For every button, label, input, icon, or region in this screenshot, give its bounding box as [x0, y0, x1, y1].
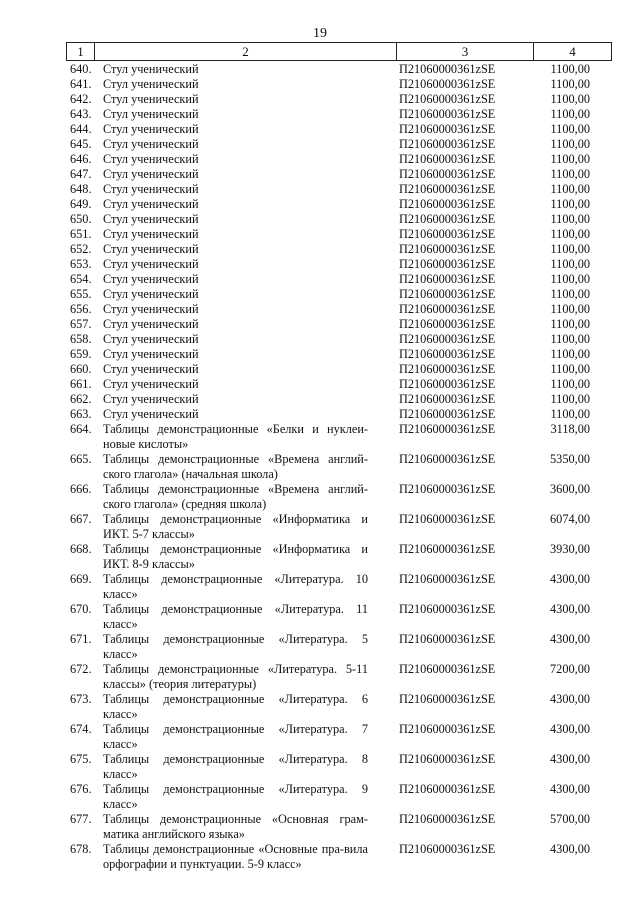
- table-row: [0, 227, 640, 242]
- row-number: 644.: [70, 122, 92, 136]
- table-row: [0, 782, 640, 812]
- table-row: [0, 167, 640, 182]
- item-code: П21060000361zSE: [399, 257, 496, 271]
- item-code: П21060000361zSE: [399, 197, 496, 211]
- row-number: 674.: [70, 722, 92, 736]
- row-number: 643.: [70, 107, 92, 121]
- item-name: Стул ученический: [103, 77, 199, 91]
- item-code: П21060000361zSE: [399, 137, 496, 151]
- table-row: [0, 632, 640, 662]
- item-price: 4300,00: [550, 572, 590, 586]
- item-name: Таблицы демонстрационные «Времена англий-ского глагола» (начальная школа): [103, 452, 368, 481]
- table-row: [0, 197, 640, 212]
- row-number: 658.: [70, 332, 92, 346]
- table-row: [0, 152, 640, 167]
- item-price: 1100,00: [550, 137, 590, 151]
- table-row: [0, 692, 640, 722]
- item-price: 1100,00: [550, 62, 590, 76]
- item-name: Таблицы демонстрационные «Информатика и ИКТ. 8-9 классы»: [103, 542, 368, 571]
- item-price: 1100,00: [550, 332, 590, 346]
- item-name: Таблицы демонстрационные «Литература. 9 класс»: [103, 782, 368, 811]
- item-code: П21060000361zSE: [399, 182, 496, 196]
- table-row: [0, 602, 640, 632]
- table-header: [66, 42, 612, 61]
- item-name: Стул ученический: [103, 347, 199, 361]
- row-number: 673.: [70, 692, 92, 706]
- row-number: 670.: [70, 602, 92, 616]
- row-number: 650.: [70, 212, 92, 226]
- item-code: П21060000361zSE: [399, 317, 496, 331]
- table-row: [0, 812, 640, 842]
- row-number: 652.: [70, 242, 92, 256]
- item-code: П21060000361zSE: [399, 347, 496, 361]
- item-price: 1100,00: [550, 167, 590, 181]
- item-code: П21060000361zSE: [399, 632, 496, 646]
- item-name: Таблицы демонстрационные «Информатика и ИКТ. 5-7 классы»: [103, 512, 368, 541]
- item-price: 1100,00: [550, 287, 590, 301]
- header-col-4: 4: [533, 43, 611, 60]
- item-name: Стул ученический: [103, 197, 199, 211]
- item-price: 5700,00: [550, 812, 590, 826]
- item-code: П21060000361zSE: [399, 452, 496, 466]
- row-number: 676.: [70, 782, 92, 796]
- row-number: 642.: [70, 92, 92, 106]
- item-name: Стул ученический: [103, 167, 199, 181]
- row-number: 669.: [70, 572, 92, 586]
- row-number: 654.: [70, 272, 92, 286]
- row-number: 672.: [70, 662, 92, 676]
- row-number: 663.: [70, 407, 92, 421]
- item-name: Таблицы демонстрационные «Основные пра-вила орфографии и пунктуации. 5-9 класс»: [103, 842, 368, 871]
- table-row: [0, 242, 640, 257]
- item-code: П21060000361zSE: [399, 332, 496, 346]
- table-row: [0, 452, 640, 482]
- item-code: П21060000361zSE: [399, 512, 496, 526]
- item-code: П21060000361zSE: [399, 572, 496, 586]
- item-name: Таблицы демонстрационные «Литература. 8 класс»: [103, 752, 368, 781]
- item-price: 4300,00: [550, 782, 590, 796]
- row-number: 645.: [70, 137, 92, 151]
- item-code: П21060000361zSE: [399, 377, 496, 391]
- item-name: Стул ученический: [103, 272, 199, 286]
- row-number: 675.: [70, 752, 92, 766]
- item-code: П21060000361zSE: [399, 302, 496, 316]
- row-number: 662.: [70, 392, 92, 406]
- item-code: П21060000361zSE: [399, 212, 496, 226]
- table-row: [0, 107, 640, 122]
- item-name: Стул ученический: [103, 92, 199, 106]
- table-row: [0, 842, 640, 872]
- table-row: [0, 122, 640, 137]
- item-price: 1100,00: [550, 212, 590, 226]
- item-price: 1100,00: [550, 302, 590, 316]
- item-name: Таблицы демонстрационные «Литература. 6 класс»: [103, 692, 368, 721]
- page-number: 19: [313, 26, 327, 41]
- item-name: Таблицы демонстрационные «Белки и нуклеи-новые кислоты»: [103, 422, 368, 451]
- item-price: 1100,00: [550, 227, 590, 241]
- table-row: [0, 272, 640, 287]
- item-name: Стул ученический: [103, 242, 199, 256]
- item-code: П21060000361zSE: [399, 692, 496, 706]
- row-number: 664.: [70, 422, 92, 436]
- table-row: [0, 137, 640, 152]
- item-name: Таблицы демонстрационные «Литература. 11 класс»: [103, 602, 368, 631]
- item-code: П21060000361zSE: [399, 152, 496, 166]
- row-number: 656.: [70, 302, 92, 316]
- table-row: [0, 362, 640, 377]
- row-number: 653.: [70, 257, 92, 271]
- table-row: [0, 62, 640, 77]
- item-code: П21060000361zSE: [399, 392, 496, 406]
- item-price: 1100,00: [550, 377, 590, 391]
- item-name: Стул ученический: [103, 392, 199, 406]
- item-price: 4300,00: [550, 722, 590, 736]
- item-code: П21060000361zSE: [399, 752, 496, 766]
- row-number: 678.: [70, 842, 92, 856]
- item-name: Стул ученический: [103, 332, 199, 346]
- row-number: 648.: [70, 182, 92, 196]
- header-col-1: 1: [77, 44, 84, 59]
- table-row: [0, 302, 640, 317]
- item-code: П21060000361zSE: [399, 242, 496, 256]
- item-price: 1100,00: [550, 77, 590, 91]
- table-row: [0, 182, 640, 197]
- item-price: 4300,00: [550, 602, 590, 616]
- item-price: 1100,00: [550, 107, 590, 121]
- row-number: 667.: [70, 512, 92, 526]
- item-code: П21060000361zSE: [399, 602, 496, 616]
- table-row: [0, 317, 640, 332]
- item-price: 1100,00: [550, 242, 590, 256]
- item-price: 4300,00: [550, 632, 590, 646]
- item-price: 3930,00: [550, 542, 590, 556]
- table-row: [0, 257, 640, 272]
- row-number: 660.: [70, 362, 92, 376]
- row-number: 646.: [70, 152, 92, 166]
- row-number: 671.: [70, 632, 92, 646]
- table-row: [0, 542, 640, 572]
- item-price: 7200,00: [550, 662, 590, 676]
- item-price: 6074,00: [550, 512, 590, 526]
- table-row: [0, 77, 640, 92]
- item-name: Стул ученический: [103, 212, 199, 226]
- item-price: 1100,00: [550, 257, 590, 271]
- item-price: 5350,00: [550, 452, 590, 466]
- item-name: Таблицы демонстрационные «Времена англий-ского глагола» (средняя школа): [103, 482, 368, 511]
- item-name: Стул ученический: [103, 182, 199, 196]
- item-price: 1100,00: [550, 152, 590, 166]
- item-code: П21060000361zSE: [399, 422, 496, 436]
- item-code: П21060000361zSE: [399, 122, 496, 136]
- item-name: Стул ученический: [103, 287, 199, 301]
- item-price: 1100,00: [550, 122, 590, 136]
- table-row: [0, 287, 640, 302]
- table-row: [0, 482, 640, 512]
- item-name: Стул ученический: [103, 302, 199, 316]
- table-row: [0, 92, 640, 107]
- item-price: 4300,00: [550, 692, 590, 706]
- table-row: [0, 407, 640, 422]
- item-name: Таблицы демонстрационные «Литература. 10 класс»: [103, 572, 368, 601]
- item-code: П21060000361zSE: [399, 662, 496, 676]
- row-number: 661.: [70, 377, 92, 391]
- row-number: 651.: [70, 227, 92, 241]
- table-row: [0, 572, 640, 602]
- header-col-2: 2: [94, 43, 396, 60]
- table-row: [0, 422, 640, 452]
- item-price: 1100,00: [550, 197, 590, 211]
- item-code: П21060000361zSE: [399, 722, 496, 736]
- item-name: Стул ученический: [103, 257, 199, 271]
- item-code: П21060000361zSE: [399, 482, 496, 496]
- item-code: П21060000361zSE: [399, 62, 496, 76]
- item-price: 3118,00: [550, 422, 590, 436]
- item-code: П21060000361zSE: [399, 842, 496, 856]
- item-price: 1100,00: [550, 407, 590, 421]
- row-number: 649.: [70, 197, 92, 211]
- item-code: П21060000361zSE: [399, 227, 496, 241]
- item-price: 1100,00: [550, 317, 590, 331]
- item-name: Стул ученический: [103, 317, 199, 331]
- item-name: Стул ученический: [103, 362, 199, 376]
- row-number: 647.: [70, 167, 92, 181]
- item-name: Стул ученический: [103, 377, 199, 391]
- row-number: 641.: [70, 77, 92, 91]
- item-code: П21060000361zSE: [399, 407, 496, 421]
- item-price: 1100,00: [550, 362, 590, 376]
- row-number: 655.: [70, 287, 92, 301]
- item-price: 1100,00: [550, 347, 590, 361]
- item-price: 1100,00: [550, 92, 590, 106]
- table-row: [0, 722, 640, 752]
- item-code: П21060000361zSE: [399, 362, 496, 376]
- item-name: Стул ученический: [103, 62, 199, 76]
- item-code: П21060000361zSE: [399, 77, 496, 91]
- header-col-3: 3: [396, 43, 533, 60]
- item-name: Стул ученический: [103, 227, 199, 241]
- row-number: 657.: [70, 317, 92, 331]
- table-row: [0, 512, 640, 542]
- row-number: 640.: [70, 62, 92, 76]
- item-code: П21060000361zSE: [399, 812, 496, 826]
- item-name: Стул ученический: [103, 107, 199, 121]
- row-number: 665.: [70, 452, 92, 466]
- item-name: Стул ученический: [103, 122, 199, 136]
- table-row: [0, 347, 640, 362]
- table-row: [0, 212, 640, 227]
- item-code: П21060000361zSE: [399, 272, 496, 286]
- item-name: Таблицы демонстрационные «Основная грам-матика английского языка»: [103, 812, 368, 841]
- item-name: Таблицы демонстрационные «Литература. 7 класс»: [103, 722, 368, 751]
- item-price: 4300,00: [550, 752, 590, 766]
- item-price: 1100,00: [550, 182, 590, 196]
- item-price: 1100,00: [550, 272, 590, 286]
- row-number: 668.: [70, 542, 92, 556]
- table-body: [0, 62, 640, 872]
- row-number: 677.: [70, 812, 92, 826]
- row-number: 659.: [70, 347, 92, 361]
- item-price: 3600,00: [550, 482, 590, 496]
- item-name: Стул ученический: [103, 407, 199, 421]
- item-name: Таблицы демонстрационные «Литература. 5-11 классы» (теория литературы): [103, 662, 368, 691]
- item-code: П21060000361zSE: [399, 782, 496, 796]
- table-row: [0, 332, 640, 347]
- item-price: 1100,00: [550, 392, 590, 406]
- item-price: 4300,00: [550, 842, 590, 856]
- item-code: П21060000361zSE: [399, 92, 496, 106]
- item-name: Стул ученический: [103, 152, 199, 166]
- item-code: П21060000361zSE: [399, 167, 496, 181]
- item-code: П21060000361zSE: [399, 107, 496, 121]
- item-name: Таблицы демонстрационные «Литература. 5 класс»: [103, 632, 368, 661]
- table-row: [0, 662, 640, 692]
- item-name: Стул ученический: [103, 137, 199, 151]
- row-number: 666.: [70, 482, 92, 496]
- table-row: [0, 377, 640, 392]
- table-row: [0, 752, 640, 782]
- table-row: [0, 392, 640, 407]
- item-code: П21060000361zSE: [399, 542, 496, 556]
- item-code: П21060000361zSE: [399, 287, 496, 301]
